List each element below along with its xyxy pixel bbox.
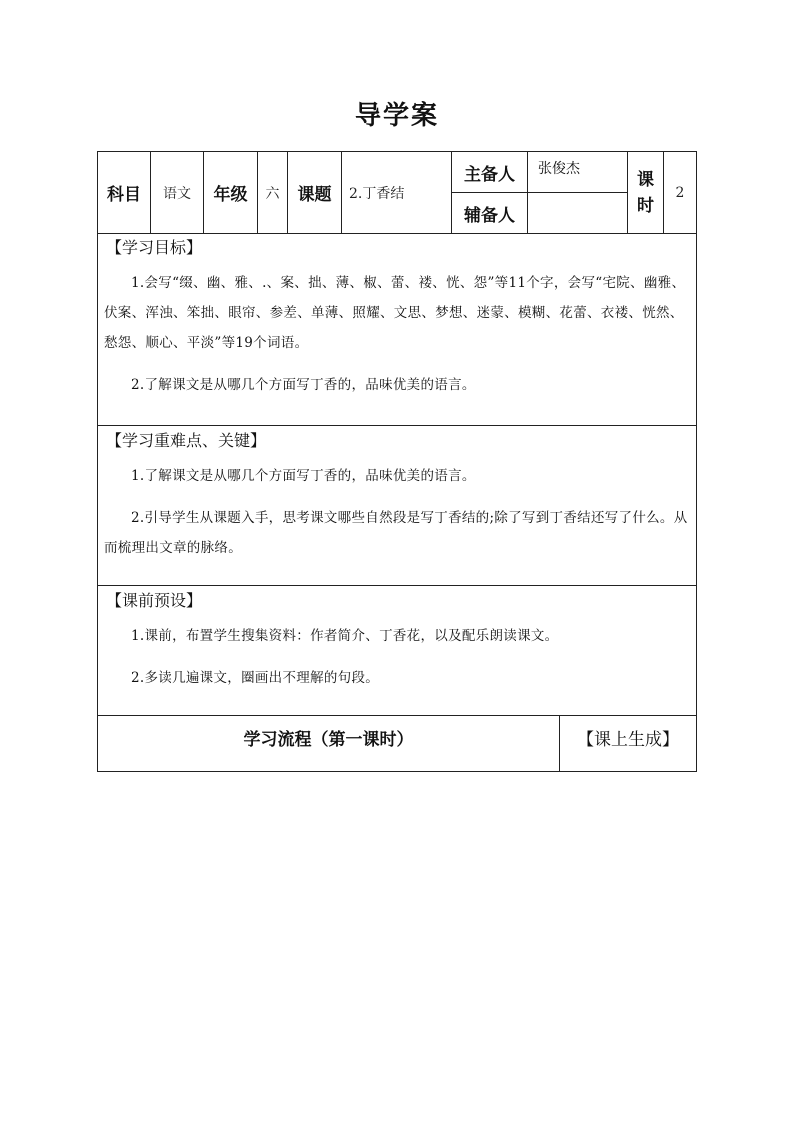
topic-value: 2.丁香结 <box>342 152 452 233</box>
objectives-item-2: 2.了解课文是从哪几个方面写丁香的，品味优美的语言。 <box>131 377 476 393</box>
preview-item-2: 2.多读几遍课文，圈画出不理解的句段。 <box>131 670 380 686</box>
lesson-plan-table <box>97 151 697 772</box>
objectives-section <box>98 233 696 426</box>
assistant-preparer-value <box>528 193 628 233</box>
topic-label: 课题 <box>288 152 342 233</box>
lead-preparer-label: 主备人 <box>452 152 528 192</box>
learning-flow-title: 学习流程（第一课时） <box>98 716 560 771</box>
learning-flow-row <box>98 716 696 771</box>
preview-section <box>98 586 696 716</box>
subject-value: 语文 <box>151 152 204 233</box>
in-class-generation-label: 【课上生成】 <box>577 730 679 750</box>
lesson-hours-value: 2 <box>675 184 685 201</box>
lesson-hours-label-line2: 时 <box>637 195 654 216</box>
lesson-hours-label-line1: 课 <box>637 169 654 190</box>
header-row <box>98 152 696 234</box>
grade-label: 年级 <box>204 152 258 233</box>
key-points-item-1: 1.了解课文是从哪几个方面写丁香的，品味优美的语言。 <box>131 468 476 484</box>
preview-item-1: 1.课前，布置学生搜集资料：作者简介、丁香花，以及配乐朗读课文。 <box>131 628 559 644</box>
grade-value: 六 <box>258 152 288 233</box>
page-title: 导学案 <box>354 101 439 131</box>
objectives-item-1: 1.会写“缀、幽、雅、.、案、拙、薄、椒、蕾、褛、恍、怨”等11个字，会写“宅院、幽雅、伏案、浑浊、笨拙、眼帘、参差、单薄、照耀、文思、梦想、迷蒙、模糊、花蕾、衣褛、恍然、愁怨、顺心、平淡”等19个词语。 <box>104 275 686 351</box>
assistant-preparer-label: 辅备人 <box>452 193 528 233</box>
preview-heading: 【课前预设】 <box>106 591 203 610</box>
key-points-section <box>98 426 696 586</box>
objectives-heading: 【学习目标】 <box>106 238 203 257</box>
lead-preparer-value: 张俊杰 <box>528 152 628 192</box>
subject-label: 科目 <box>98 152 151 233</box>
key-points-item-2: 2.引导学生从课题入手，思考课文哪些自然段是写丁香结的;除了写到丁香结还写了什么。从而梳理出文章的脉络。 <box>104 510 688 556</box>
lesson-hours-label <box>628 152 664 233</box>
key-points-heading: 【学习重难点、关键】 <box>106 431 267 450</box>
